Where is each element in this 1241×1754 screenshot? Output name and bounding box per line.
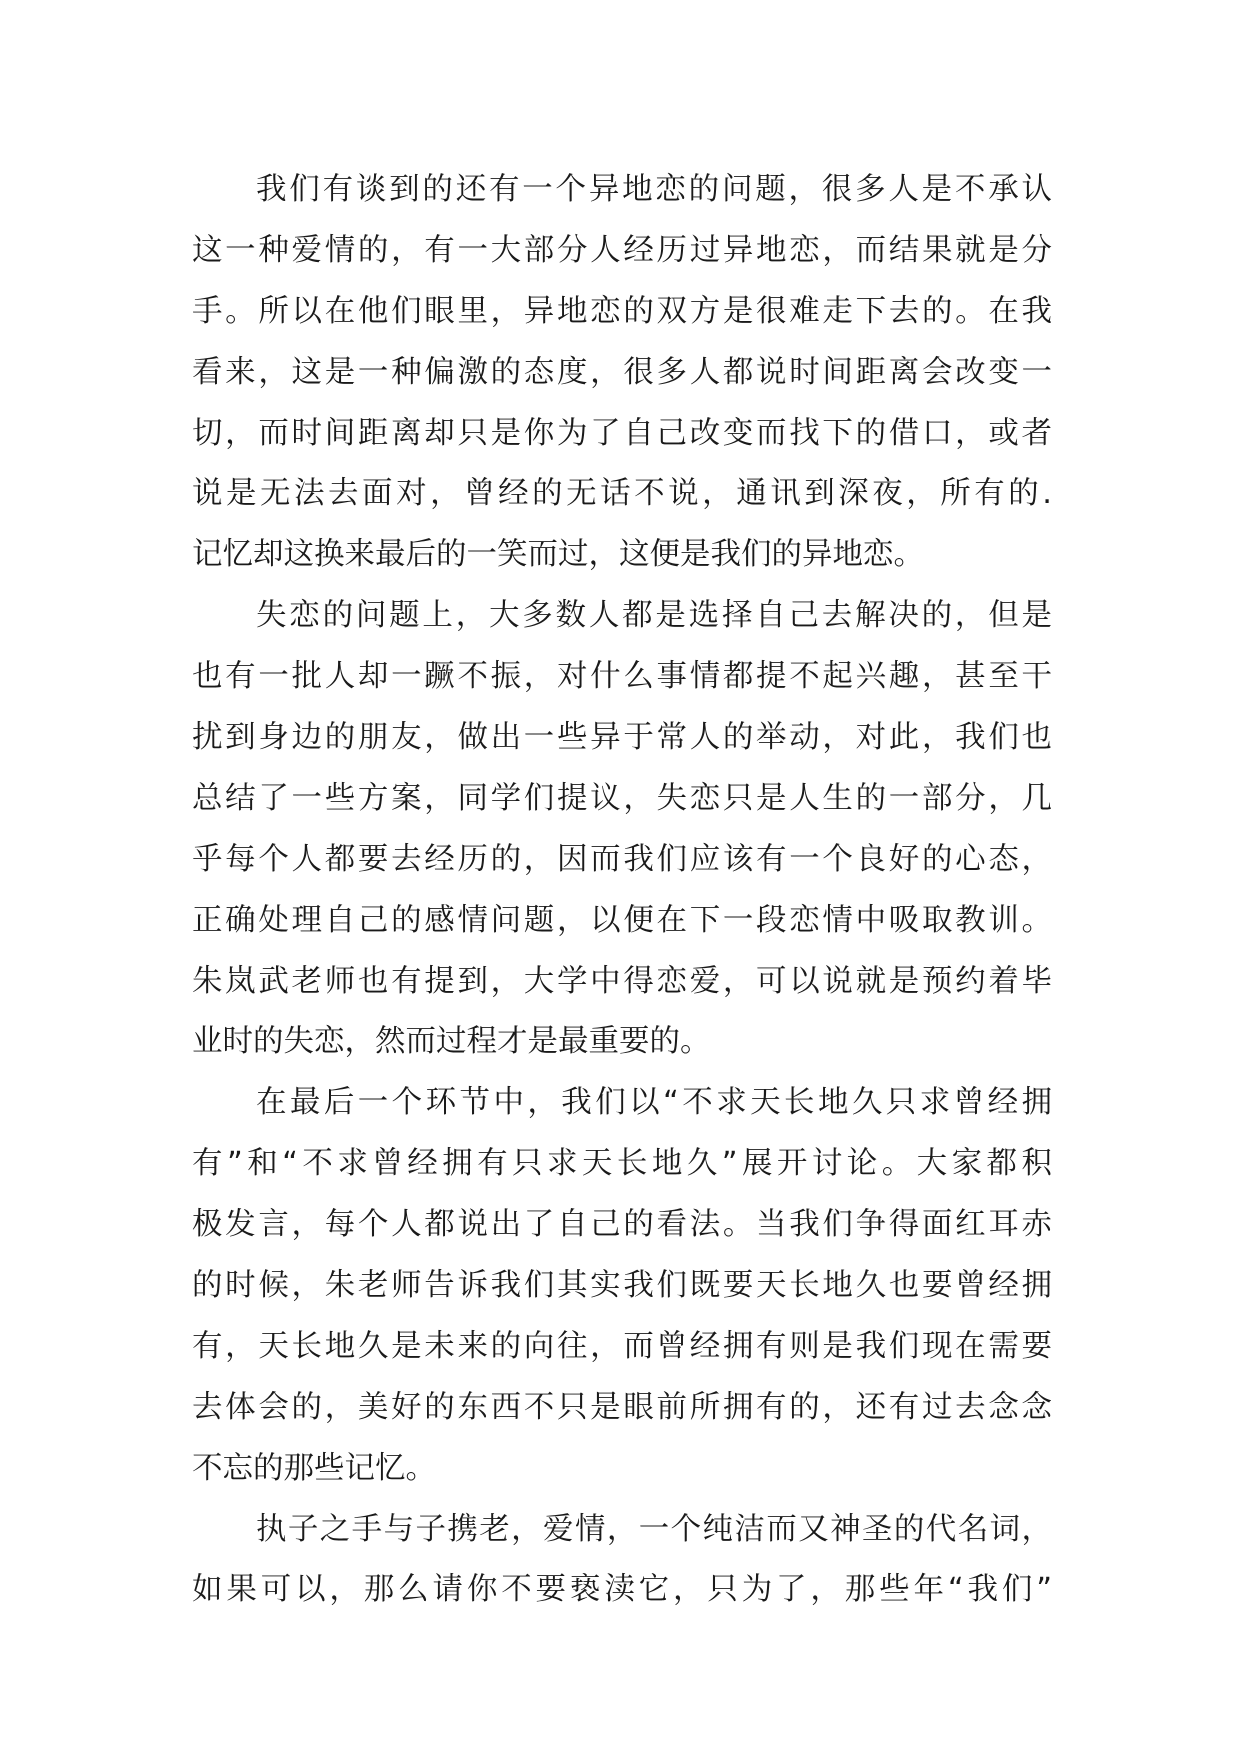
paragraph-3-line-4: 的时候，朱老师告诉我们其实我们既要天长地久也要曾经拥 (192, 1268, 1052, 1304)
paragraph-2-line-6: 正确处理自己的感情问题，以便在下一段恋情中吸取教训。 (192, 902, 1052, 938)
paragraph-1-line-7: 记忆却这换来最后的一笑而过，这便是我们的异地恋。 (192, 537, 924, 573)
paragraph-1-line-6: 说是无法去面对，曾经的无话不说，通讯到深夜，所有的. (192, 476, 1052, 512)
paragraph-2-line-5: 乎每个人都要去经历的，因而我们应该有一个良好的心态， (192, 841, 1052, 877)
paragraph-1-line-2: 这一种爱情的，有一大部分人经历过异地恋，而结果就是分 (192, 232, 1052, 268)
paragraph-1-line-4: 看来，这是一种偏激的态度，很多人都说时间距离会改变一 (192, 354, 1052, 390)
paragraph-2-line-4: 总结了一些方案，同学们提议，失恋只是人生的一部分，几 (192, 780, 1052, 816)
paragraph-1-line-1: 我们有谈到的还有一个异地恋的问题，很多人是不承认 (256, 172, 1052, 207)
paragraph-3-line-3: 极发言，每个人都说出了自己的看法。当我们争得面红耳赤 (192, 1207, 1052, 1243)
paragraph-4-line-2: 如果可以，那么请你不要亵渎它，只为了，那些年“我们” (192, 1572, 1052, 1608)
paragraph-3-line-2: 有”和“不求曾经拥有只求天长地久”展开讨论。大家都积 (192, 1146, 1052, 1182)
body-text (192, 160, 1052, 1621)
paragraph-3-line-6: 去体会的，美好的东西不只是眼前所拥有的，还有过去念念 (192, 1389, 1052, 1425)
paragraph-1-line-5: 切，而时间距离却只是你为了自己改变而找下的借口，或者 (192, 415, 1052, 451)
paragraph-2-line-1: 失恋的问题上，大多数人都是选择自己去解决的，但是 (256, 598, 1052, 634)
paragraph-3-line-7: 不忘的那些记忆。 (192, 1450, 436, 1486)
paragraph-3-line-5: 有，天长地久是未来的向往，而曾经拥有则是我们现在需要 (192, 1328, 1052, 1364)
paragraph-2-line-8: 业时的失恋，然而过程才是最重要的。 (192, 1024, 711, 1060)
paragraph-3-line-1: 在最后一个环节中，我们以“不求天长地久只求曾经拥 (256, 1085, 1052, 1121)
paragraph-1-line-3: 手。所以在他们眼里，异地恋的双方是很难走下去的。在我 (192, 293, 1052, 329)
paragraph-2-line-3: 扰到身边的朋友，做出一些异于常人的举动，对此，我们也 (192, 720, 1052, 756)
paragraph-4-line-1: 执子之手与子携老，爱情，一个纯洁而又神圣的代名词， (256, 1511, 1052, 1547)
paragraph-2-line-2: 也有一批人却一蹶不振，对什么事情都提不起兴趣，甚至干 (192, 659, 1052, 695)
paragraph-2-line-7: 朱岚武老师也有提到，大学中得恋爱，可以说就是预约着毕 (192, 963, 1052, 999)
